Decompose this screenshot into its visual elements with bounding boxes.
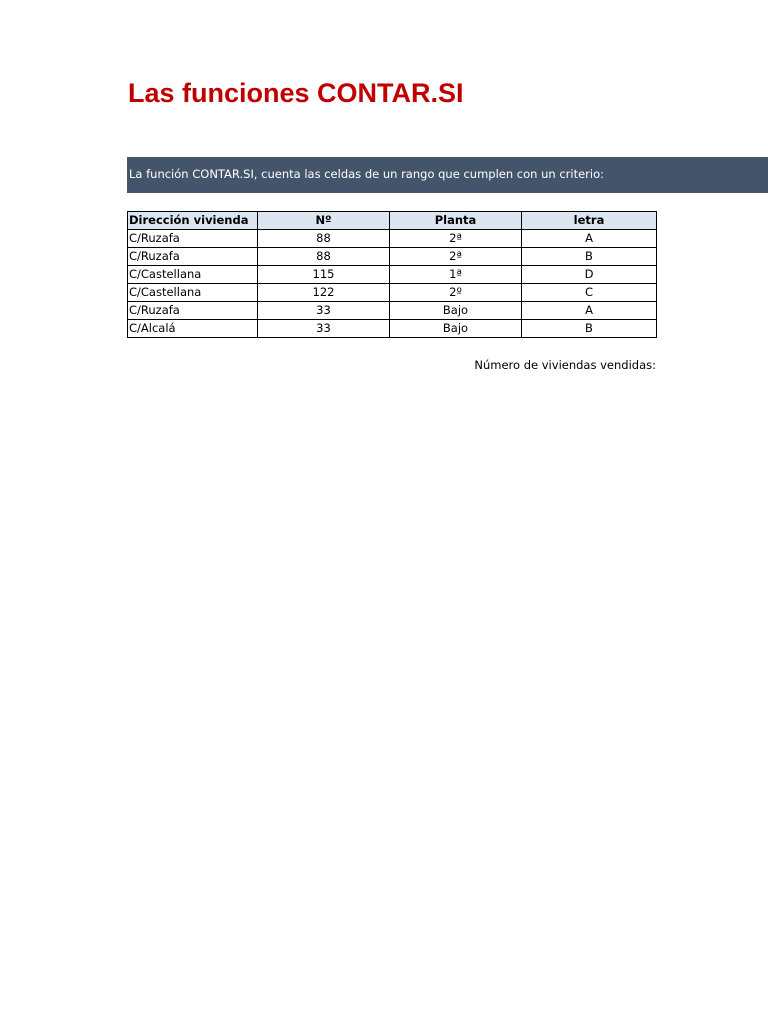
cell-planta[interactable]: Bajo bbox=[390, 302, 522, 320]
cell-numero[interactable]: 88 bbox=[258, 230, 390, 248]
cell-direccion[interactable]: C/Alcalá bbox=[128, 320, 258, 338]
cell-numero[interactable]: 122 bbox=[258, 284, 390, 302]
cell-letra[interactable]: D bbox=[522, 266, 657, 284]
cell-numero[interactable]: 33 bbox=[258, 302, 390, 320]
cell-letra[interactable]: B bbox=[522, 248, 657, 266]
table-row bbox=[128, 230, 657, 248]
sold-count-label: Número de viviendas vendidas: bbox=[474, 358, 656, 372]
table-row bbox=[128, 266, 657, 284]
cell-letra[interactable]: A bbox=[522, 230, 657, 248]
cell-planta[interactable]: Bajo bbox=[390, 320, 522, 338]
description-text: La función CONTAR.SI, cuenta las celdas de un rango que cumplen con un criterio: bbox=[129, 167, 604, 181]
cell-letra[interactable]: C bbox=[522, 284, 657, 302]
cell-direccion[interactable]: C/Ruzafa bbox=[128, 302, 258, 320]
cell-numero[interactable]: 88 bbox=[258, 248, 390, 266]
table-row bbox=[128, 320, 657, 338]
cell-numero[interactable]: 115 bbox=[258, 266, 390, 284]
cell-letra[interactable]: B bbox=[522, 320, 657, 338]
header-planta[interactable]: Planta bbox=[390, 212, 522, 230]
table-row bbox=[128, 284, 657, 302]
cell-direccion[interactable]: C/Castellana bbox=[128, 266, 258, 284]
housing-table bbox=[127, 211, 657, 338]
page-title: Las funciones CONTAR.SI bbox=[128, 78, 464, 108]
cell-letra[interactable]: A bbox=[522, 302, 657, 320]
description-banner bbox=[127, 157, 768, 193]
cell-planta[interactable]: 2ª bbox=[390, 248, 522, 266]
header-letra[interactable]: letra bbox=[522, 212, 657, 230]
cell-direccion[interactable]: C/Ruzafa bbox=[128, 230, 258, 248]
cell-planta[interactable]: 1ª bbox=[390, 266, 522, 284]
table-row bbox=[128, 248, 657, 266]
cell-numero[interactable]: 33 bbox=[258, 320, 390, 338]
cell-planta[interactable]: 2º bbox=[390, 284, 522, 302]
table-row bbox=[128, 302, 657, 320]
cell-direccion[interactable]: C/Castellana bbox=[128, 284, 258, 302]
cell-planta[interactable]: 2ª bbox=[390, 230, 522, 248]
header-numero[interactable]: Nº bbox=[258, 212, 390, 230]
cell-direccion[interactable]: C/Ruzafa bbox=[128, 248, 258, 266]
table-header-row bbox=[128, 212, 657, 230]
header-direccion[interactable]: Dirección vivienda bbox=[128, 212, 258, 230]
